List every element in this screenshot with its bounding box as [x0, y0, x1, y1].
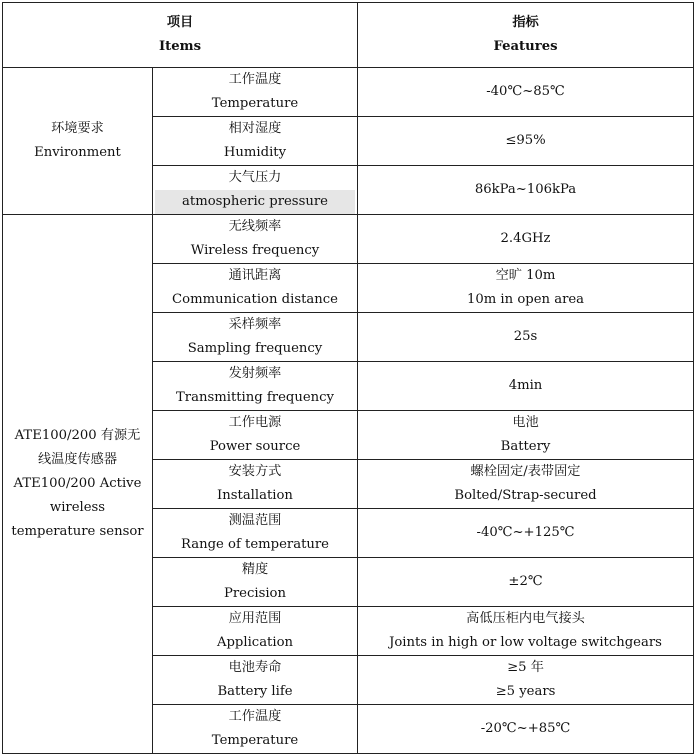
item-name-zh: 发射频率 — [228, 366, 282, 381]
header-features-en: Features — [493, 39, 558, 54]
feature-cell — [358, 509, 694, 558]
feature-value: -20℃~+85℃ — [480, 721, 571, 736]
header-items — [3, 3, 358, 68]
category-line: Environment — [34, 145, 121, 160]
feature-value: 高低压柜内电气接头 — [466, 611, 585, 626]
item-cell — [153, 509, 358, 558]
feature-cell — [358, 264, 694, 313]
item-cell — [153, 460, 358, 509]
feature-value: ≥5 年 — [507, 660, 544, 675]
item-name-zh: 工作电源 — [228, 415, 282, 430]
item-name-zh: 电池寿命 — [228, 660, 282, 675]
item-cell — [153, 411, 358, 460]
item-cell — [153, 215, 358, 264]
table-row — [3, 68, 694, 117]
table-row — [3, 215, 694, 264]
item-cell — [153, 117, 358, 166]
item-name-zh: 相对湿度 — [228, 121, 282, 136]
header-items-zh: 项目 — [166, 15, 194, 30]
category-line: wireless — [49, 500, 106, 515]
item-name-en: Precision — [223, 586, 286, 601]
feature-value: ±2℃ — [508, 574, 543, 589]
header-items-en: Items — [158, 39, 202, 54]
feature-value: ≤95% — [505, 133, 546, 148]
feature-value: ≥5 years — [495, 684, 556, 699]
item-cell — [153, 558, 358, 607]
item-name-zh: 工作温度 — [228, 709, 282, 724]
feature-value: 4min — [508, 378, 543, 393]
item-name-en: Transmitting frequency — [176, 390, 334, 405]
feature-cell — [358, 705, 694, 754]
item-name-en: Sampling frequency — [187, 341, 323, 356]
item-cell — [153, 607, 358, 656]
item-name-zh: 采样频率 — [228, 317, 282, 332]
category-line: 环境要求 — [51, 121, 104, 136]
feature-value: Bolted/Strap-secured — [454, 488, 597, 503]
feature-value: Battery — [500, 439, 551, 454]
feature-value: -40℃~+125℃ — [476, 525, 575, 540]
item-cell — [153, 264, 358, 313]
feature-value: Joints in high or low voltage switchgears — [389, 635, 662, 650]
item-name-zh: 测温范围 — [228, 513, 282, 528]
feature-cell — [358, 166, 694, 215]
feature-cell — [358, 411, 694, 460]
item-cell — [153, 313, 358, 362]
category-line: ATE100/200 有源无 — [14, 428, 141, 443]
feature-cell — [358, 68, 694, 117]
item-name-en: Installation — [217, 488, 293, 503]
item-name-zh: 安装方式 — [228, 464, 282, 479]
item-name-en: Humidity — [223, 145, 287, 160]
item-name-en: Range of temperature — [181, 537, 329, 552]
item-name-en: Communication distance — [172, 292, 338, 307]
table-body — [3, 68, 694, 754]
item-name-zh: 应用范围 — [228, 611, 282, 626]
feature-value: 10m in open area — [466, 292, 585, 307]
item-name-zh: 大气压力 — [228, 170, 282, 185]
item-name-zh: 无线频率 — [228, 219, 282, 234]
item-name-zh: 工作温度 — [228, 72, 282, 87]
feature-value: 螺栓固定/表带固定 — [470, 464, 581, 479]
feature-value: -40℃~85℃ — [486, 84, 565, 99]
item-name-en: Wireless frequency — [190, 243, 320, 258]
feature-value: 空旷 10m — [495, 268, 556, 283]
feature-cell — [358, 362, 694, 411]
item-name-zh: 通讯距离 — [228, 268, 282, 283]
item-name-en: Temperature — [211, 733, 299, 748]
feature-cell — [358, 460, 694, 509]
item-name-en: Battery life — [217, 684, 293, 699]
category-line: 线温度传感器 — [37, 452, 118, 467]
header-features — [358, 3, 694, 68]
feature-cell — [358, 117, 694, 166]
feature-value: 电池 — [512, 415, 539, 430]
feature-value: 86kPa~106kPa — [474, 182, 577, 197]
item-cell — [153, 166, 358, 215]
feature-cell — [358, 215, 694, 264]
item-cell — [153, 362, 358, 411]
item-cell — [153, 656, 358, 705]
category-cell — [3, 68, 153, 215]
item-name-en: Application — [216, 635, 294, 650]
item-name-zh: 精度 — [241, 562, 269, 577]
item-cell — [153, 705, 358, 754]
feature-cell — [358, 313, 694, 362]
feature-value: 25s — [513, 329, 538, 344]
feature-value: 2.4GHz — [500, 231, 551, 246]
item-cell — [153, 68, 358, 117]
item-name-en: Power source — [209, 439, 301, 454]
feature-cell — [358, 558, 694, 607]
category-line: temperature sensor — [11, 524, 144, 539]
spec-table — [2, 2, 694, 754]
header-row — [3, 3, 694, 68]
feature-cell — [358, 607, 694, 656]
category-cell — [3, 215, 153, 754]
item-name-en: atmospheric pressure — [155, 190, 355, 214]
feature-cell — [358, 656, 694, 705]
category-line: ATE100/200 Active — [13, 476, 142, 491]
header-features-zh: 指标 — [512, 15, 539, 30]
item-name-en: Temperature — [211, 96, 299, 111]
